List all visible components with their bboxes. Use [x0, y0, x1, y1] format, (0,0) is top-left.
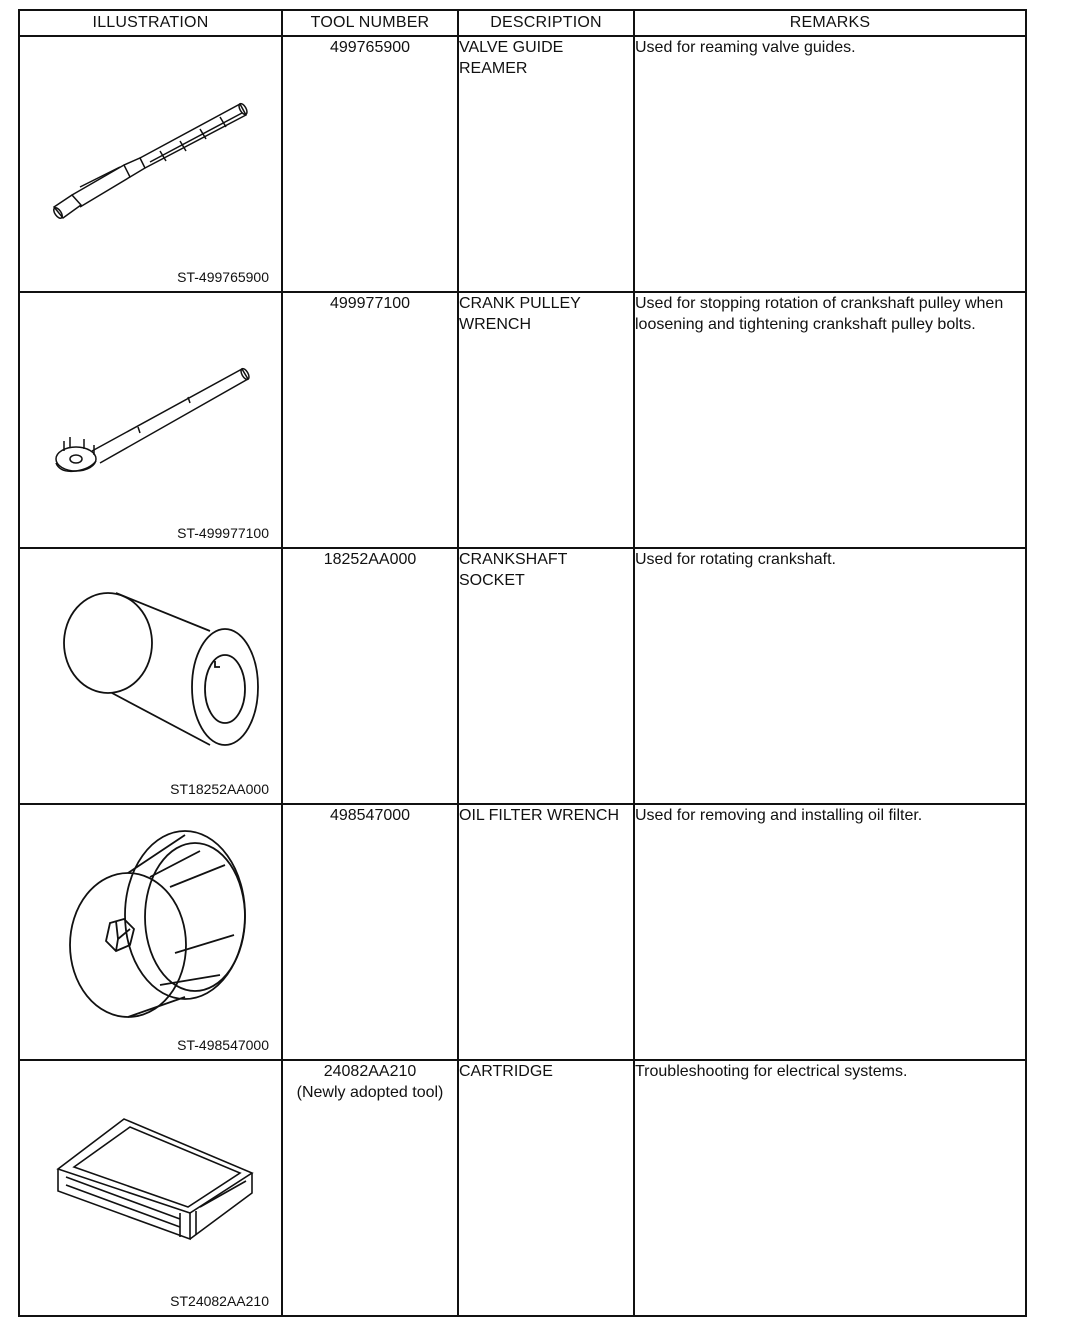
oil-filter-wrench-icon	[20, 805, 283, 1061]
special-tools-table	[18, 9, 1027, 1317]
table-header-row	[19, 10, 1026, 36]
illustration-code: ST18252AA000	[170, 781, 269, 797]
illustration-cell	[19, 804, 282, 1060]
table-row	[19, 292, 1026, 548]
description-cell: CRANK PULLEY WRENCH	[458, 292, 634, 548]
cartridge-icon	[20, 1061, 283, 1317]
tool-number: 18252AA000	[323, 551, 417, 568]
illustration-code: ST-499977100	[177, 525, 269, 541]
illustration-cell	[19, 36, 282, 292]
header-tool-number: TOOL NUMBER	[282, 10, 458, 36]
description-cell: VALVE GUIDE REAMER	[458, 36, 634, 292]
tool-number: 499765900	[329, 39, 411, 56]
valve-guide-reamer-icon	[20, 37, 283, 293]
illustration-cell	[19, 1060, 282, 1316]
illustration-code: ST24082AA210	[170, 1293, 269, 1309]
illustration-cell	[19, 292, 282, 548]
remarks-cell: Used for rotating crankshaft.	[634, 548, 1026, 804]
tool-number-cell	[282, 548, 458, 804]
tool-number-note: (Newly adopted tool)	[296, 1084, 444, 1101]
illustration-code: ST-498547000	[177, 1037, 269, 1053]
table-row	[19, 36, 1026, 292]
remarks-cell: Used for stopping rotation of crankshaft pulley when loosening and tightening crankshaft pulley bolts.	[634, 292, 1026, 548]
header-remarks: REMARKS	[634, 10, 1026, 36]
description-cell: CRANKSHAFT SOCKET	[458, 548, 634, 804]
tool-number: 499977100	[329, 295, 411, 312]
tool-number-cell	[282, 1060, 458, 1316]
table-row	[19, 1060, 1026, 1316]
table-row	[19, 804, 1026, 1060]
tool-number-cell	[282, 36, 458, 292]
table-row	[19, 548, 1026, 804]
crankshaft-socket-icon	[20, 549, 283, 805]
tool-number: 24082AA210	[323, 1063, 417, 1080]
tool-number-cell	[282, 292, 458, 548]
remarks-cell: Used for reaming valve guides.	[634, 36, 1026, 292]
illustration-code: ST-499765900	[177, 269, 269, 285]
header-illustration: ILLUSTRATION	[19, 10, 282, 36]
illustration-cell	[19, 548, 282, 804]
description-cell: CARTRIDGE	[458, 1060, 634, 1316]
tool-number-cell	[282, 804, 458, 1060]
header-description: DESCRIPTION	[458, 10, 634, 36]
remarks-cell: Used for removing and installing oil filter.	[634, 804, 1026, 1060]
tool-number: 498547000	[329, 807, 411, 824]
description-cell: OIL FILTER WRENCH	[458, 804, 634, 1060]
remarks-cell: Troubleshooting for electrical systems.	[634, 1060, 1026, 1316]
crank-pulley-wrench-icon	[20, 293, 283, 549]
